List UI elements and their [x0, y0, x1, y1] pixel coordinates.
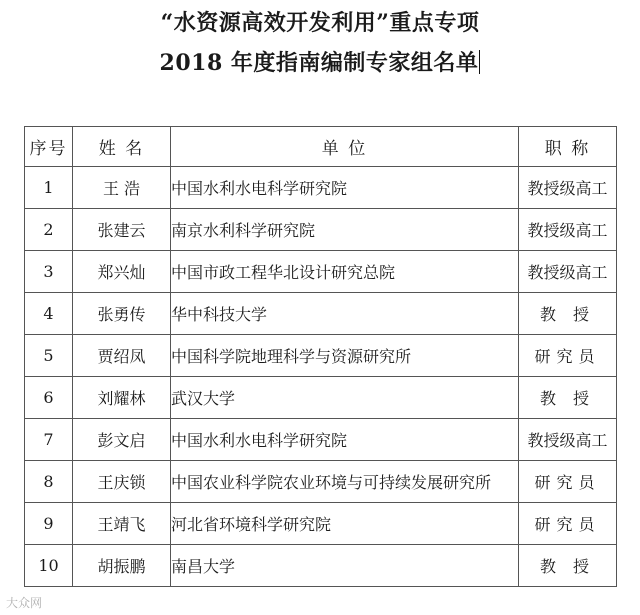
cell-title: 研究员	[519, 335, 617, 377]
cell-name: 贾绍凤	[73, 335, 171, 377]
cell-title: 教授级高工	[519, 251, 617, 293]
cell-title: 教 授	[519, 377, 617, 419]
cell-title: 教 授	[519, 545, 617, 587]
cell-name: 张建云	[73, 209, 171, 251]
cell-index: 8	[25, 461, 73, 503]
cell-index: 4	[25, 293, 73, 335]
cell-name: 王 浩	[73, 167, 171, 209]
cell-name: 王庆锁	[73, 461, 171, 503]
column-header-title: 职 称	[519, 127, 617, 167]
table-row	[25, 209, 617, 251]
table-row	[25, 293, 617, 335]
table-row	[25, 419, 617, 461]
cell-name: 刘耀林	[73, 377, 171, 419]
cell-title: 研究员	[519, 503, 617, 545]
cell-name: 王靖飞	[73, 503, 171, 545]
cell-name: 彭文启	[73, 419, 171, 461]
table-row	[25, 335, 617, 377]
cell-title: 研究员	[519, 461, 617, 503]
cell-name: 胡振鹏	[73, 545, 171, 587]
cell-unit: 河北省环境科学研究院	[171, 503, 519, 545]
cell-title: 教 授	[519, 293, 617, 335]
table-row	[25, 503, 617, 545]
cell-unit: 中国水利水电科学研究院	[171, 419, 519, 461]
cell-unit: 中国科学院地理科学与资源研究所	[171, 335, 519, 377]
table-body	[25, 167, 617, 587]
cell-unit: 南京水利科学研究院	[171, 209, 519, 251]
cell-index: 7	[25, 419, 73, 461]
expert-roster-table	[24, 126, 617, 587]
cell-unit: 武汉大学	[171, 377, 519, 419]
cell-index: 1	[25, 167, 73, 209]
document-title-line-2	[0, 46, 640, 77]
cell-unit: 中国农业科学院农业环境与可持续发展研究所	[171, 461, 519, 503]
cell-index: 3	[25, 251, 73, 293]
table-row	[25, 461, 617, 503]
cell-unit: 中国市政工程华北设计研究总院	[171, 251, 519, 293]
cell-name: 张勇传	[73, 293, 171, 335]
cell-index: 6	[25, 377, 73, 419]
column-header-name: 姓 名	[73, 127, 171, 167]
cell-title: 教授级高工	[519, 419, 617, 461]
cell-title: 教授级高工	[519, 209, 617, 251]
table-row	[25, 167, 617, 209]
column-header-unit: 单 位	[171, 127, 519, 167]
cell-unit: 华中科技大学	[171, 293, 519, 335]
cell-index: 5	[25, 335, 73, 377]
document-title-line-2-text: 2018 年度指南编制专家组名单	[159, 50, 479, 76]
watermark-text: 大众网	[6, 596, 43, 610]
cell-unit: 南昌大学	[171, 545, 519, 587]
cell-name: 郑兴灿	[73, 251, 171, 293]
cell-unit: 中国水利水电科学研究院	[171, 167, 519, 209]
cell-title: 教授级高工	[519, 167, 617, 209]
table-row	[25, 377, 617, 419]
document-title-line-1: “水资源高效开发利用”重点专项	[160, 10, 480, 36]
table-header-row	[25, 127, 617, 167]
cell-index: 9	[25, 503, 73, 545]
table-row	[25, 545, 617, 587]
cell-index: 10	[25, 545, 73, 587]
text-cursor	[479, 50, 480, 74]
cell-index: 2	[25, 209, 73, 251]
table-row	[25, 251, 617, 293]
column-header-index: 序号	[25, 127, 73, 167]
